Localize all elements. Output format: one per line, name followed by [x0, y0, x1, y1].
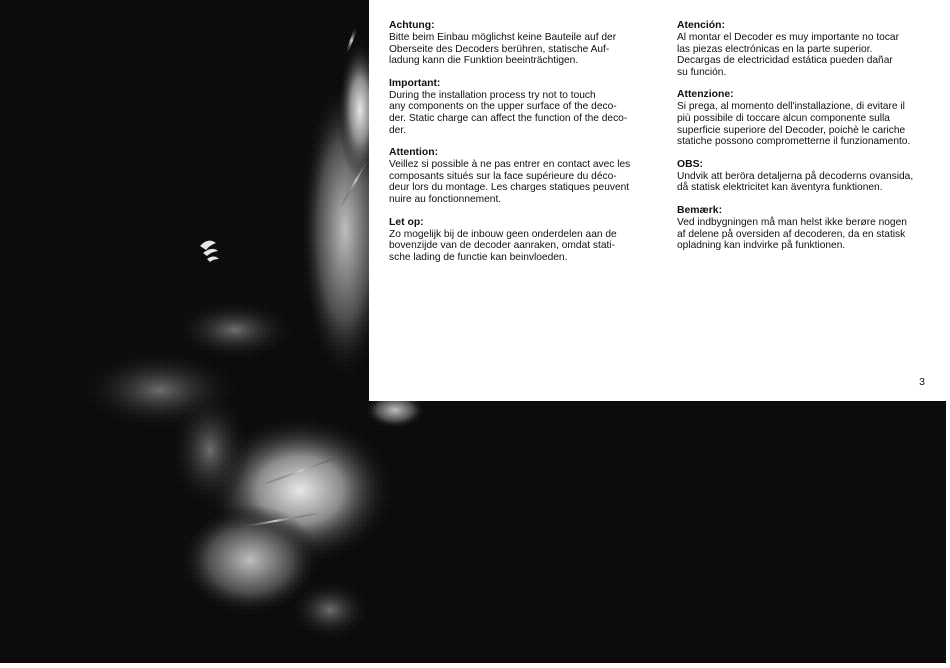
notice-danish [677, 205, 939, 252]
text-panel [369, 0, 950, 401]
notice-heading: Attention: [389, 147, 439, 159]
notice-swedish [677, 159, 939, 194]
notice-french [389, 147, 659, 205]
notice-heading: Important: [389, 77, 441, 89]
page-number: 3 [919, 376, 925, 388]
notice-spanish [677, 20, 939, 78]
notice-body: Undvik att beröra detaljerna på decoderns ovansida, då statisk elektricitet kan äventyra funktionen. [677, 170, 914, 194]
notice-italian [677, 89, 939, 147]
notice-body: During the installation process try not to touch any components on the upper surface of the deco- der. Static charge can affect the function of the deco- der. [389, 89, 628, 136]
notice-body: Zo mogelijk bij de inbouw geen onderdelen aan de bovenzijde van de decoder aanraken, omdat stati- sche lading de functie kan beinvloeden. [389, 228, 617, 263]
notice-heading: Let op: [389, 216, 424, 228]
notice-body: Ved indbygningen må man helst ikke berøre nogen af delene på oversiden af decoderen, da en statisk opladning kan indvirke på funktionen. [677, 216, 907, 252]
notice-english [389, 78, 659, 136]
notice-body: Veillez si possible à ne pas entrer en contact avec les composants situés sur la face supérieure du déco- deur lors du montage. Les charges statiques peuvent nuire au fonctionnement. [389, 159, 631, 205]
notice-german [389, 20, 659, 67]
right-column [677, 20, 939, 263]
notice-heading: Attenzione: [677, 89, 734, 101]
notice-heading: Atención: [677, 20, 725, 31]
notice-heading: Achtung: [389, 20, 435, 31]
notice-body: Al montar el Decoder es muy importante no tocar las piezas electrónicas en la parte superior. Decargas de electricidad estática pueden dañar su función. [677, 32, 899, 78]
notice-heading: OBS: [677, 158, 703, 170]
left-column [389, 20, 659, 274]
notice-dutch [389, 217, 659, 264]
notice-body: Bitte beim Einbau möglichst keine Bauteile auf der Oberseite des Decoders berühren, statische Auf- ladung kann die Funktion beeinträchtigen. [389, 32, 617, 67]
notice-body: Si prega, al momento dell'installazione, di evitare il più possibile di toccare alcun componente sulla superficie superiore del Decoder, poichè le cariche statiche possono comprometterne il funzionamento. [677, 101, 911, 148]
notice-heading: Bemærk: [677, 204, 723, 216]
